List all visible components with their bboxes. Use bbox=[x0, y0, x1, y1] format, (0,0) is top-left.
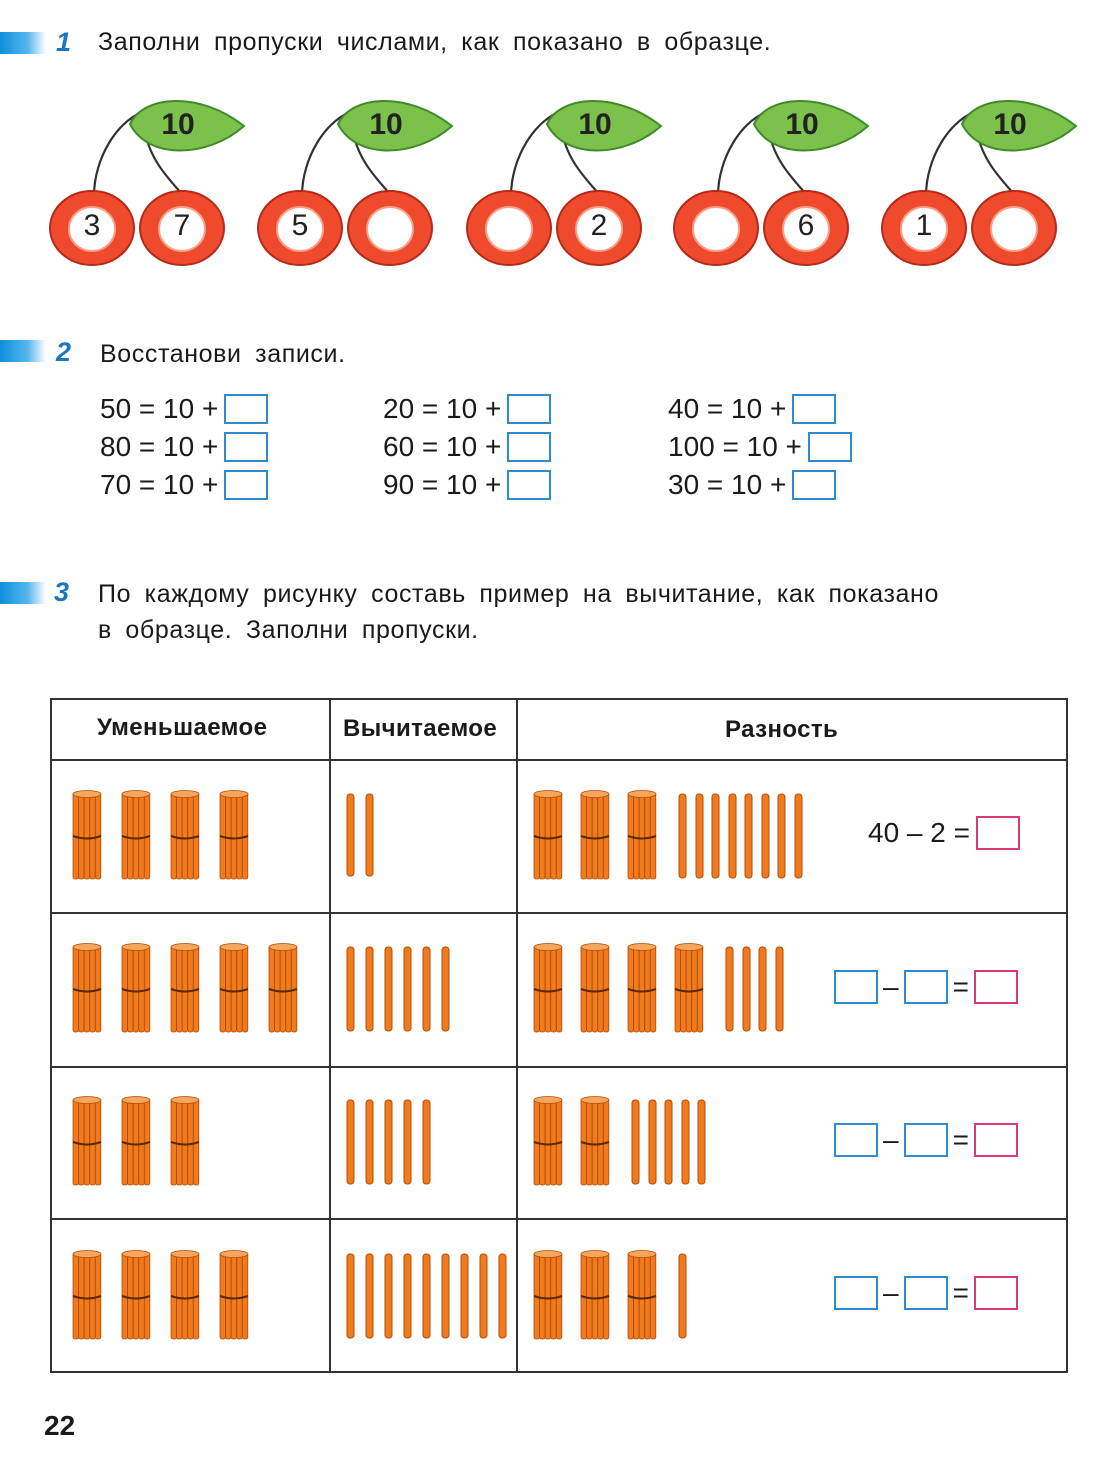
stick-icon bbox=[422, 946, 431, 1032]
stick-icon bbox=[346, 946, 355, 1032]
equation bbox=[383, 390, 551, 424]
ten-sticks-bundle-icon bbox=[170, 790, 200, 882]
ten-sticks-bundle-icon bbox=[580, 1250, 610, 1342]
ten-sticks-bundle-icon bbox=[533, 1096, 563, 1188]
ten-sticks-bundle-icon bbox=[627, 943, 657, 1035]
stick-icon bbox=[742, 946, 751, 1032]
stick-icon bbox=[758, 946, 767, 1032]
stick-icon bbox=[697, 1099, 706, 1185]
example-text: 40 – 2 = bbox=[868, 817, 970, 849]
stick-icon bbox=[678, 793, 687, 879]
ten-sticks-bundle-icon bbox=[72, 943, 102, 1035]
minus-sign: – bbox=[883, 1277, 899, 1309]
table-column-divider bbox=[329, 698, 331, 1373]
table-column-divider bbox=[516, 698, 518, 1373]
equation bbox=[668, 428, 852, 462]
stick-icon bbox=[664, 1099, 673, 1185]
cherry-right-number: 6 bbox=[797, 209, 815, 242]
leaf-number: 10 bbox=[993, 108, 1027, 141]
answer-box[interactable] bbox=[507, 394, 551, 424]
equation-text: 70 = 10 + bbox=[100, 468, 219, 500]
answer-box[interactable] bbox=[224, 432, 268, 462]
stick-icon bbox=[365, 1253, 374, 1339]
ten-sticks-bundle-icon bbox=[627, 1250, 657, 1342]
stick-icon bbox=[384, 1253, 393, 1339]
stick-icon bbox=[775, 946, 784, 1032]
cherry-answer-circle bbox=[693, 207, 739, 251]
task-3-number: 3 bbox=[54, 577, 70, 607]
leaf-number: 10 bbox=[161, 108, 195, 141]
cherry-answer-circle bbox=[367, 207, 413, 251]
answer-box[interactable] bbox=[792, 394, 836, 424]
ten-sticks-bundle-icon bbox=[121, 943, 151, 1035]
equation-text: 100 = 10 + bbox=[668, 430, 802, 462]
cherry-answer-circle bbox=[991, 207, 1037, 251]
stick-icon bbox=[441, 1253, 450, 1339]
cherry-answer-circle bbox=[486, 207, 532, 251]
ten-sticks-bundle-icon bbox=[72, 790, 102, 882]
cherry-left-number: 3 bbox=[83, 209, 101, 242]
equation-text: 40 = 10 + bbox=[668, 392, 787, 424]
stick-icon bbox=[711, 793, 720, 879]
cherry-left-number: 5 bbox=[291, 209, 309, 242]
stick-icon bbox=[422, 1253, 431, 1339]
table-header-divider bbox=[50, 759, 1068, 761]
equation-text: 60 = 10 + bbox=[383, 430, 502, 462]
ten-sticks-bundle-icon bbox=[580, 943, 610, 1035]
equation-text: 80 = 10 + bbox=[100, 430, 219, 462]
answer-box[interactable] bbox=[224, 394, 268, 424]
ten-sticks-bundle-icon bbox=[121, 1096, 151, 1188]
stick-icon bbox=[681, 1099, 690, 1185]
stick-icon bbox=[678, 1253, 687, 1339]
leaf-number: 10 bbox=[578, 108, 612, 141]
equals-sign: = bbox=[952, 1123, 969, 1155]
stick-icon bbox=[479, 1253, 488, 1339]
answer-box[interactable] bbox=[808, 432, 852, 462]
result-box[interactable] bbox=[974, 1276, 1018, 1310]
cherry-pair bbox=[880, 88, 1080, 268]
equation bbox=[100, 428, 268, 462]
task-3-instruction-line-2: в образце. Заполни пропуски. bbox=[98, 616, 479, 644]
minus-sign: – bbox=[883, 1123, 899, 1155]
cherry-right-number: 7 bbox=[173, 209, 191, 242]
stick-icon bbox=[498, 1253, 507, 1339]
ten-sticks-bundle-icon bbox=[170, 943, 200, 1035]
equals-sign: = bbox=[952, 970, 969, 1002]
ten-sticks-bundle-icon bbox=[580, 1096, 610, 1188]
stick-icon bbox=[761, 793, 770, 879]
table-row-divider bbox=[50, 1218, 1068, 1220]
equation-text: 50 = 10 + bbox=[100, 392, 219, 424]
minus-sign: – bbox=[883, 970, 899, 1002]
equation bbox=[383, 466, 551, 500]
task-2-number: 2 bbox=[56, 337, 72, 367]
result-box[interactable] bbox=[974, 1123, 1018, 1157]
stick-icon bbox=[365, 793, 374, 877]
stick-icon bbox=[346, 1253, 355, 1339]
cherry-pair bbox=[48, 88, 248, 268]
stick-icon bbox=[725, 946, 734, 1032]
stick-icon bbox=[744, 793, 753, 879]
difference-expression bbox=[868, 816, 1020, 851]
subtrahend-box[interactable] bbox=[904, 970, 948, 1004]
stick-icon bbox=[460, 1253, 469, 1339]
task-3-stripe bbox=[0, 582, 46, 604]
ten-sticks-bundle-icon bbox=[268, 943, 298, 1035]
ten-sticks-bundle-icon bbox=[219, 790, 249, 882]
equation bbox=[668, 390, 836, 424]
table-row-divider bbox=[50, 912, 1068, 914]
equation bbox=[668, 466, 836, 500]
stick-icon bbox=[695, 793, 704, 879]
ten-sticks-bundle-icon bbox=[170, 1096, 200, 1188]
answer-box[interactable] bbox=[507, 470, 551, 500]
equals-sign: = bbox=[952, 1277, 969, 1309]
page-number: 22 bbox=[44, 1410, 76, 1441]
stick-icon bbox=[631, 1099, 640, 1185]
cherry-left-number: 1 bbox=[915, 209, 933, 242]
table-row-divider bbox=[50, 1066, 1068, 1068]
minuend-box[interactable] bbox=[834, 970, 878, 1004]
difference-expression bbox=[834, 1276, 1018, 1311]
stick-icon bbox=[365, 946, 374, 1032]
ten-sticks-bundle-icon bbox=[627, 790, 657, 882]
answer-box[interactable] bbox=[507, 432, 551, 462]
stick-icon bbox=[384, 1099, 393, 1185]
leaf-number: 10 bbox=[785, 108, 819, 141]
ten-sticks-bundle-icon bbox=[533, 1250, 563, 1342]
stick-icon bbox=[403, 946, 412, 1032]
task-3-instruction-line-1: По каждому рисунку составь пример на вычитание, как показано bbox=[98, 580, 939, 608]
equation-text: 30 = 10 + bbox=[668, 468, 787, 500]
cherry-pair bbox=[465, 88, 665, 268]
header-difference: Разность bbox=[725, 716, 839, 743]
stick-icon bbox=[346, 1099, 355, 1185]
ten-sticks-bundle-icon bbox=[533, 943, 563, 1035]
stick-icon bbox=[794, 793, 803, 879]
stick-icon bbox=[777, 793, 786, 879]
answer-box[interactable] bbox=[224, 470, 268, 500]
task-1-number: 1 bbox=[56, 27, 72, 57]
equation-text: 90 = 10 + bbox=[383, 468, 502, 500]
task-1-stripe bbox=[0, 32, 46, 54]
difference-expression bbox=[834, 969, 1018, 1004]
equation bbox=[100, 466, 268, 500]
ten-sticks-bundle-icon bbox=[674, 943, 704, 1035]
cherry-right-number: 2 bbox=[590, 209, 608, 242]
stick-icon bbox=[403, 1253, 412, 1339]
answer-box[interactable] bbox=[792, 470, 836, 500]
task-2-instruction: Восстанови записи. bbox=[100, 340, 346, 368]
ten-sticks-bundle-icon bbox=[121, 1250, 151, 1342]
ten-sticks-bundle-icon bbox=[533, 790, 563, 882]
ten-sticks-bundle-icon bbox=[72, 1250, 102, 1342]
result-box[interactable] bbox=[974, 970, 1018, 1004]
header-minuend: Уменьшаемое bbox=[97, 714, 268, 741]
result-box[interactable] bbox=[976, 816, 1020, 850]
header-subtrahend: Вычитаемое bbox=[343, 715, 498, 742]
ten-sticks-bundle-icon bbox=[219, 1250, 249, 1342]
subtrahend-box[interactable] bbox=[904, 1276, 948, 1310]
stick-icon bbox=[384, 946, 393, 1032]
ten-sticks-bundle-icon bbox=[170, 1250, 200, 1342]
ten-sticks-bundle-icon bbox=[72, 1096, 102, 1188]
task-2-stripe bbox=[0, 340, 46, 362]
minuend-box[interactable] bbox=[834, 1276, 878, 1310]
ten-sticks-bundle-icon bbox=[219, 943, 249, 1035]
equation bbox=[383, 428, 551, 462]
ten-sticks-bundle-icon bbox=[121, 790, 151, 882]
stick-icon bbox=[648, 1099, 657, 1185]
equation bbox=[100, 390, 268, 424]
minuend-box[interactable] bbox=[834, 1123, 878, 1157]
subtrahend-box[interactable] bbox=[904, 1123, 948, 1157]
difference-expression bbox=[834, 1122, 1018, 1157]
stick-icon bbox=[422, 1099, 431, 1185]
leaf-number: 10 bbox=[369, 108, 403, 141]
cherry-pair bbox=[672, 88, 872, 268]
ten-sticks-bundle-icon bbox=[580, 790, 610, 882]
stick-icon bbox=[728, 793, 737, 879]
cherry-pair bbox=[256, 88, 456, 268]
stick-icon bbox=[346, 793, 355, 877]
stick-icon bbox=[441, 946, 450, 1032]
stick-icon bbox=[365, 1099, 374, 1185]
stick-icon bbox=[403, 1099, 412, 1185]
task-1-instruction: Заполни пропуски числами, как показано в образце. bbox=[98, 28, 772, 56]
equation-text: 20 = 10 + bbox=[383, 392, 502, 424]
